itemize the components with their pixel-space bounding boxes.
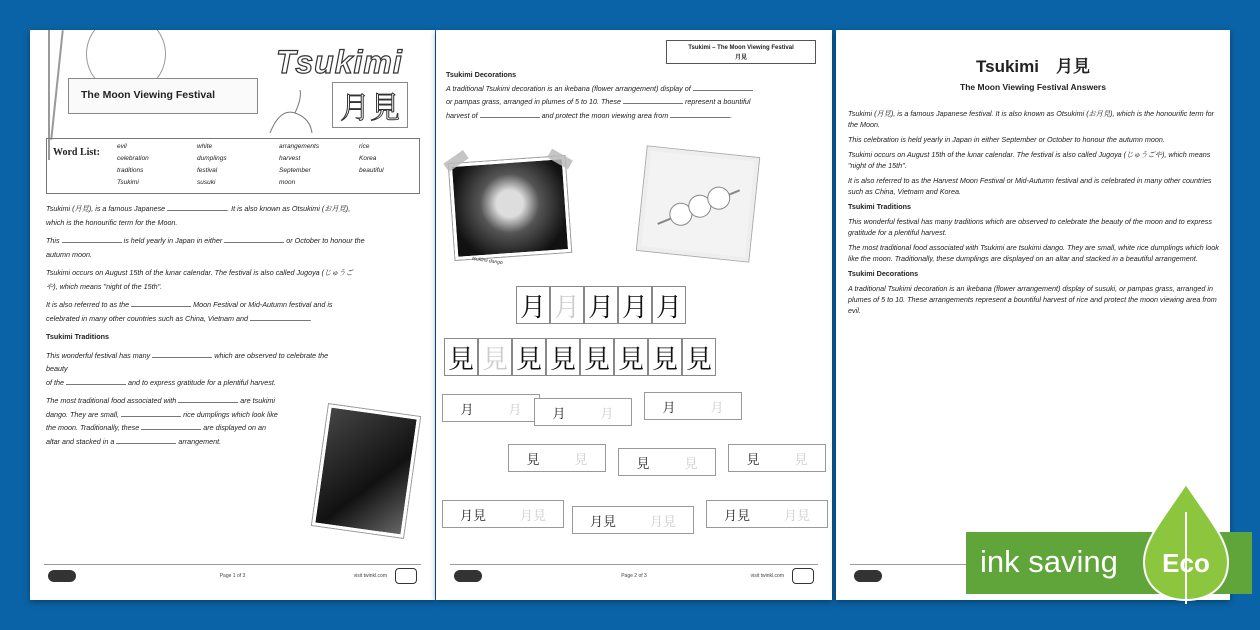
dango-photo — [449, 156, 571, 260]
worksheet-page-2 — [436, 30, 832, 600]
section-title: Tsukimi Traditions — [848, 202, 911, 211]
answer-blank[interactable] — [250, 313, 310, 321]
answer-blank[interactable] — [66, 377, 126, 385]
trace-box-moon[interactable] — [442, 394, 540, 422]
stroke-cell: 見 — [512, 338, 546, 376]
stroke-cell: 月 — [516, 286, 550, 324]
word-list-item: Tsukimi — [117, 179, 139, 186]
trace-char: 月見 — [589, 514, 616, 530]
text: Tsukimi (月見), is a famous Japanese — [46, 204, 166, 213]
stroke-order-row-see — [444, 338, 716, 376]
text: which is the honourific term for the Moon. — [46, 217, 178, 227]
stroke-cell: 見 — [580, 338, 614, 376]
header-subtitle: The Moon Viewing Festival — [81, 89, 215, 101]
page-number: Page 1 of 3 — [219, 573, 246, 579]
paragraph: This celebration is held yearly in Japan in either September or October to honour the autumn moon. — [848, 135, 1165, 144]
stroke-cell: 見 — [478, 338, 512, 376]
word-list-title: Word List: — [53, 147, 100, 158]
text: Moon Festival or Mid-Autumn festival and is — [193, 300, 333, 309]
worksheet-page-1 — [30, 30, 435, 600]
stroke-cell: 見 — [682, 338, 716, 376]
trace-char: 見 — [526, 452, 540, 468]
page-footer — [450, 564, 818, 586]
paragraph: A traditional Tsukimi decoration is an ikebana (flower arrangement) display of susuki, or pampas grass, arranged in plumes of 5 to 10. These arrangements represent a bountiful harvest of rice and protect the moon viewing area from evil. — [848, 284, 1217, 315]
twinkl-logo — [854, 570, 882, 582]
dango-skewer-icon — [641, 151, 754, 257]
section-title: Tsukimi Decorations — [848, 269, 919, 278]
trace-char: 見 — [746, 452, 760, 468]
header-line: 月見 — [734, 55, 747, 61]
text: A traditional Tsukimi decoration is an ikebana (flower arrangement) display of — [446, 83, 691, 93]
text: altar and stacked in a — [46, 436, 115, 446]
trace-char: 月 — [460, 402, 474, 418]
answer-blank[interactable] — [178, 395, 238, 403]
text: It is also referred to as the — [46, 300, 130, 309]
word-list-item: festival — [197, 167, 218, 174]
trace-char-ghost: 月 — [508, 402, 522, 418]
page-header — [666, 40, 816, 64]
word-list-item: white — [197, 143, 213, 150]
text: of the — [46, 377, 64, 387]
photo-caption: tsukimi dango — [471, 255, 504, 267]
page-footer — [44, 564, 421, 586]
trace-char-ghost: 月見 — [649, 514, 676, 530]
trace-char: 月見 — [459, 508, 486, 524]
word-list-grid — [117, 141, 435, 189]
footer-link: visit twinkl.com — [750, 573, 784, 579]
answer-blank[interactable] — [224, 235, 284, 243]
text: The most traditional food associated with — [46, 396, 177, 405]
paragraph: Tsukimi occurs on August 15th of the lunar calendar. The festival is also called Jugoya (じゅうごや), which means "night of the 15th". — [848, 150, 1211, 170]
word-list-item: Korea — [359, 155, 377, 162]
trace-box-moon[interactable] — [644, 392, 742, 420]
stroke-cell: 月 — [618, 286, 652, 324]
text: autumn moon. — [46, 249, 92, 259]
text: . It is also known as Otsukimi (お月見), — [227, 204, 351, 213]
trace-box-see[interactable] — [508, 444, 606, 472]
answer-blank[interactable] — [152, 350, 212, 358]
answer-blank[interactable] — [167, 203, 227, 211]
word-list-item: harvest — [279, 155, 301, 162]
mini-logo-icon — [395, 568, 417, 584]
paragraph: It is also referred to as the Harvest Moon Festival or Mid-Autumn festival and is celebrated in many other countries such as China, Vietnam and Korea. — [848, 176, 1212, 196]
trace-char: 月見 — [723, 508, 750, 524]
stroke-cell: 月 — [652, 286, 686, 324]
twinkl-logo — [454, 570, 482, 582]
trace-box-see[interactable] — [728, 444, 826, 472]
trace-char-ghost: 見 — [574, 452, 588, 468]
answer-blank[interactable] — [670, 110, 730, 118]
trace-box-moon[interactable] — [534, 398, 632, 426]
word-list-item: moon — [279, 179, 296, 186]
word-list-item: traditions — [117, 167, 144, 174]
susuki-photo — [312, 404, 420, 538]
answers-text — [848, 108, 1220, 320]
stroke-cell: 見 — [648, 338, 682, 376]
text: harvest of — [446, 110, 478, 120]
trace-char-ghost: 見 — [684, 456, 698, 472]
trace-char: 月 — [662, 400, 676, 416]
stroke-cell: 月 — [550, 286, 584, 324]
answer-blank[interactable] — [121, 409, 181, 417]
stroke-cell: 月 — [584, 286, 618, 324]
text: and to express gratitude for a plentiful harvest. — [127, 377, 276, 387]
text: represent a bountiful — [685, 97, 751, 106]
answer-blank[interactable] — [693, 83, 753, 91]
word-list-item: beautiful — [359, 167, 384, 174]
answer-blank[interactable] — [116, 436, 176, 444]
stroke-order-row-moon — [516, 286, 686, 324]
decorations-text: Tsukimi Decorations A traditional Tsukimi decoration is an ikebana (flower arrangement) display of or pampas grass, arranged in plumes of 5 to 10. These represent a bountiful harvest of and protect the moon viewing area from . — [446, 68, 818, 122]
answer-blank[interactable] — [623, 96, 683, 104]
trace-char-ghost: 月見 — [519, 508, 546, 524]
text: which are observed to celebrate the beauty — [46, 350, 329, 373]
cloze-text: Tsukimi (月見), is a famous Japanese . It is also known as Otsukimi (お月見), which is the honourific term for the Moon. This is held yearly in Japan in either or October to honour the autumn moon. Tsukimi occurs on August 15th of the lunar calendar. The festival is also called Jugoya (じゅうご や), which means "night of the 15th". It is also referred to as the Moon Festival or Mid-Autumn festival and is celebrated in many other countries such as China, Vietnam and . Tsukimi Traditions This wonderful festival has many which are observed to celebrate the beauty of the and to express gratitude for a plentiful harvest. The most traditional food associated with are tsukimi dango. They are small, rice dumplings which look like the moon. Traditionally, these are displayed on an altar and stacked in a arrangement. — [46, 202, 424, 453]
trace-char: 月 — [552, 406, 566, 422]
text: This — [46, 236, 60, 245]
text: are displayed on an — [203, 423, 266, 432]
trace-char-ghost: 月見 — [783, 508, 810, 524]
grass-illustration — [50, 30, 63, 140]
answer-blank[interactable] — [141, 422, 201, 430]
text: や), which means "night of the 15th". — [46, 281, 163, 291]
word-list-item: susuki — [197, 179, 216, 186]
paragraph: This wonderful festival has many traditions which are observed to celebrate the beauty of the moon and to express gratitude for a plentiful harvest. — [848, 217, 1212, 237]
word-list — [46, 138, 420, 194]
page-subtitle: The Moon Viewing Festival Answers — [960, 82, 1106, 92]
word-list-item: September — [279, 167, 311, 174]
answer-blank[interactable] — [62, 235, 122, 243]
stroke-cell: 見 — [614, 338, 648, 376]
ink-saving-label: ink saving — [980, 544, 1118, 579]
stroke-cell: 見 — [444, 338, 478, 376]
trace-char-ghost: 月 — [600, 406, 614, 422]
word-list-item: arrangements — [279, 143, 320, 150]
text: dango. They are small, — [46, 409, 120, 419]
footer-link: visit twinkl.com — [353, 573, 387, 579]
word-list-item — [359, 177, 435, 189]
word-list-item: rice — [359, 143, 370, 150]
trace-char-ghost: 月 — [710, 400, 724, 416]
word-list-item: evil — [117, 143, 127, 150]
text: Tsukimi occurs on August 15th of the lunar calendar. The festival is also called Jugoya (じゅうご — [46, 268, 353, 277]
trace-box-word[interactable] — [442, 500, 564, 528]
eco-label: Eco — [1162, 548, 1210, 578]
text: the moon. Traditionally, these — [46, 423, 140, 432]
header-line: Tsukimi – The Moon Viewing Festival — [688, 45, 794, 51]
eco-leaf-icon — [1140, 482, 1232, 604]
twinkl-logo — [48, 570, 76, 582]
page-title: Tsukimi 月見 — [976, 57, 1090, 76]
answer-blank[interactable] — [131, 299, 191, 307]
kanji-title: 月見 — [332, 82, 408, 128]
trace-char: 見 — [636, 456, 650, 472]
paragraph: The most traditional food associated with Tsukimi are tsukimi dango. They are small, white rice dumplings which look like the moon. Traditionally, these dumplings are displayed on an altar and stacked in a beautiful arrangement. — [848, 243, 1219, 263]
text: and protect the moon viewing area from — [541, 110, 669, 120]
text: or October to honour the — [286, 236, 365, 245]
dango-drawing — [637, 146, 759, 261]
section-title: Tsukimi Traditions — [46, 332, 109, 341]
paragraph: Tsukimi (月見), is a famous Japanese festival. It is also known as Otsukimi (お月見), which is the honourific term for the Moon. — [848, 109, 1215, 129]
text: arrangement. — [178, 436, 222, 446]
trace-box-word[interactable] — [572, 506, 694, 534]
section-title: Tsukimi Decorations — [446, 70, 517, 79]
text: rice dumplings which look like — [183, 409, 278, 419]
text: This wonderful festival has many — [46, 350, 151, 360]
text: is held yearly in Japan in either — [123, 236, 223, 245]
stroke-cell: 見 — [546, 338, 580, 376]
trace-char-ghost: 見 — [794, 452, 808, 468]
mini-logo-icon — [792, 568, 814, 584]
text: celebrated in many other countries such as China, Vietnam and — [46, 313, 249, 323]
text: or pampas grass, arranged in plumes of 5 to 10. These — [446, 97, 621, 106]
answer-blank[interactable] — [480, 110, 540, 118]
text: are tsukimi — [240, 396, 275, 405]
trace-box-word[interactable] — [706, 500, 828, 528]
trace-box-see[interactable] — [618, 448, 716, 476]
word-list-item: dumplings — [197, 155, 227, 162]
page-title: Tsukimi — [276, 44, 403, 80]
header-subtitle-box — [68, 78, 258, 114]
page-number: Page 2 of 3 — [621, 573, 647, 579]
word-list-item: celebration — [117, 155, 149, 162]
rabbit-illustration — [260, 88, 320, 138]
